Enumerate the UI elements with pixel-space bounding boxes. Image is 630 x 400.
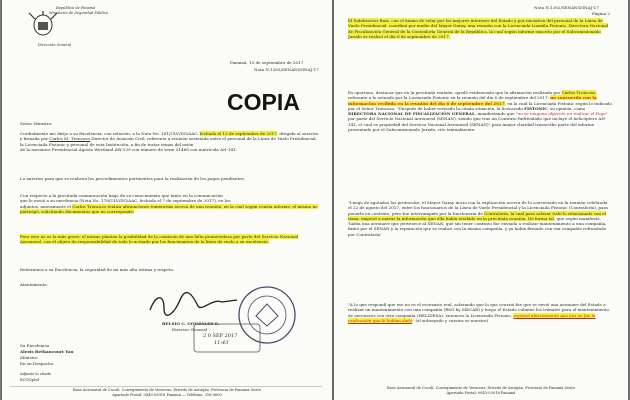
- right-note-number: Nota N.1382/SENAN/DINAJ-17: [534, 5, 599, 10]
- right-p2-b: , referente a lo actuado por la Licenciada Fistonic en la reunión del día 6 de septiembre del 2017,: [348, 90, 597, 101]
- note-number: Nota N.1383/SENAN/DINAJ-17: [254, 67, 319, 72]
- right-p2-d: , su opinión, como: [547, 105, 586, 111]
- right-p3-a: "Luego de agotados los protocolos, el Mayor Garay inicio con la explicación acerca de lo conversado en la reunión celebrada el 22 de agosto del 2017, entre los funcionarios de la Línea de Vuelo Presidencial y la Licenciada Fistonic (Contraloría), para ponerla en contexto, pero fue interrumpido por la funcionaria de: [348, 200, 608, 216]
- right-p2-red: no concuerda con la información recibida en la reunión del día 6 de septiembre del 2017: [348, 95, 597, 106]
- right-p2-quote: "no se ninguna objeción en realizar el Pago": [515, 111, 608, 117]
- right-letter-page: [334, 0, 628, 400]
- letterhead-republic: República de Panamá: [56, 6, 96, 10]
- para1-rest: Civil, referente a reunión sostenida entre el personal de la Línea de Vuelo Presidencial, la Licenciada Fistonic y personal de esta Institución, a fin de tratar temas del avión de la aeronave Presidencial Agusta Westland AW-139 con número de serie 31468 con matrícula AN-141.: [20, 136, 317, 152]
- paragraph-1: [20, 131, 320, 152]
- right-paragraph-3: [348, 200, 612, 237]
- received-time: 11:43: [214, 340, 229, 346]
- para1-text-c: Director de Aviación: [91, 136, 134, 142]
- right-p4-red: expresó abiertamente que eso no fue la explicación que le habían dado: [348, 312, 596, 323]
- right-p3-highlight: Contraloría, la cual para aclarar todo lo relacionado con el tema, empezó a narrar la información que ella había recibido en la precitada reunión. De forma tal: [348, 210, 607, 221]
- initials: BCGS/pbd: [20, 378, 39, 382]
- recipient-title: Ministro: [20, 355, 38, 360]
- right-p4-end: " (el subrayado y cursiva es nuestro): [412, 317, 489, 323]
- right-footer-address: Base Aeronaval de Cocolí, Corregimiento de Veracruz, Distrito de Arraiján, Provincia de Panamá Oeste Apartado Postal: 0843-03018 Panamá: [387, 386, 575, 395]
- footer-address: Base Aeronaval de Cocolí, Corregimiento de Veracruz, Distrito de Arraiján, Provincia de Panamá Oeste Apartado Postal: 0843-03018 Panamá — Teléfono: 316-0600: [73, 388, 261, 397]
- right-p2-bold: FISTONIC: [524, 105, 548, 111]
- right-p2-bold2: DIRECTORA NACIONAL DE FISCALIZACIÓN GENERAL: [348, 111, 475, 117]
- right-p2-f: por parte del Servicio Nacional Aeronaval (SENAN), siendo que tras un Contrato Refrendado que incluye el helicóptero AN-141, el cual es propiedad del Servicio Nacional Aeronaval (SENAN)" para mayor claridad transcribo parte del informe presentado por el Subcomisionado Jurado, cito textualmente:: [348, 116, 607, 133]
- para1-text-b: , dirigida al suscrito y firmada por: [20, 131, 319, 142]
- paragraph-2: Lo anterior para que se realicen los procedimientos pertinentes para la realización de los pagos pendientes.: [20, 176, 246, 181]
- recipient-name: Alexis Bethancourt Yau: [20, 349, 74, 354]
- place-date: Panamá, 15 de septiembre de 2017: [230, 60, 304, 65]
- right-paragraph-2: [348, 90, 612, 132]
- closing-atentamente: Atentamente,: [20, 282, 48, 287]
- right-p2-c: , en la cual la Licenciada Fistonic según lo indicado por el Señor Troncoso: "Después de haber revisado la citada situación, la licenciada: [348, 100, 612, 111]
- right-p3-b: , que según manifestó, 'había una aeronave que pertenece al SENAN, que sin tener contrato fue enviada a realizar mantenimiento a una compañía, firmó por el SENAN y la reparación que se realizó con la misma compañía, y ya había firmado con esa compañía refrendado por Contraloría'.: [348, 215, 607, 237]
- para3-text: Con respecto a la precitada comunicación hago de su conocimiento que tanto en la comunicación que le envió a su excelencia (Nota No. 178/ULV/DG/AAC, fechada el 7 de septiembre de 2017), en los adjuntos, nuevamente el: [20, 193, 231, 209]
- signer-title: Director General: [172, 327, 208, 332]
- right-p2-a: Es oportuno, destacar que en la precitada reunión, quedó evidenciado que la afirmación realizada por: [348, 90, 561, 95]
- recipient-office: En su Despacho.: [20, 361, 55, 366]
- para4-highlight: Pero este no es la más grave, el mismo plantea la posibilidad de la comisión de una falta prometedora por parte del Servicio Nacional Aeronaval, con el objeto de responsabilidad de todo lo actuado por los funcionarios de la línea de vuelo a su excelencia.: [20, 234, 299, 245]
- recipient-salute: Su Excelencia: [20, 343, 50, 348]
- para1-text-a: Cordialmente me dirijo a su Excelencia, con relación, a la Nota No. 181/ULV/DG/AAC,: [20, 131, 199, 136]
- received-date: 2 0 SEP 2017: [203, 333, 238, 339]
- right-p2-e: , manifestando que: [474, 111, 515, 117]
- para3-highlight: Carlos Troncoso realiza afirmaciones temerarias acerca de una reunión, en la cual según consta informe, el mismo no participó, solicitando documentos que no corresponde.: [20, 203, 318, 214]
- copy-stamp: COPIA: [227, 89, 300, 115]
- paragraph-3: [20, 193, 320, 214]
- right-p4-text: "A lo que respondí que ese no es el escenario real, aclarando que lo que ocurrió fue que se envió una aeronave del Estado a realizar un mantenimiento con una compañía (RSG by MECAR) y luego el Estado culminó los trámites para el mantenimiento de aeronaves con otra compañía (HELIDESA), entonces la Licenciada Fistonic,: [348, 302, 609, 318]
- right-p2-name: Carlos Troncoso: [561, 90, 596, 95]
- signature-icon: [142, 288, 242, 318]
- para1-name: Carlos M. Troncoso: [49, 136, 90, 142]
- right-page-label: Página 2: [592, 11, 610, 16]
- salutation: Señor Ministro:: [20, 121, 53, 126]
- para1-highlight: fechada el 13 de septiembre de 2017: [199, 131, 277, 136]
- signer-name: BELSIO C. GONZÁLEZ S.: [162, 321, 219, 326]
- right-p1-highlight: El Subdirector Ruiz, con el ánimo de velar por los mejores intereses del Estado y por iniciativa del personal de la Línea de Vuelo Presidencial, coordinó por medio del Mayor Garay, una reunión con la Licenciada Luzmila Fistonic, Directora Nacional de Fiscalización General de la Contraloría General de la República, la cual según informe suscrito por el Subcomisionado Jurado se realizó el día 6 de septiembre de 2017.: [348, 18, 609, 39]
- letterhead-department: Dirección General: [38, 43, 72, 47]
- right-paragraph-4: [348, 302, 612, 323]
- right-paragraph-1: [348, 18, 612, 39]
- enclosures: Adjunto lo citado: [20, 372, 52, 376]
- footer-divider: [10, 386, 322, 387]
- closing-line: Reiteramos a su Excelencia, la seguridad de mi más alta estima y respeto.: [20, 267, 175, 272]
- letterhead-ministry: Ministerio de Seguridad Pública: [49, 11, 108, 15]
- left-letter-page: [2, 0, 332, 400]
- paragraph-4: [20, 234, 320, 245]
